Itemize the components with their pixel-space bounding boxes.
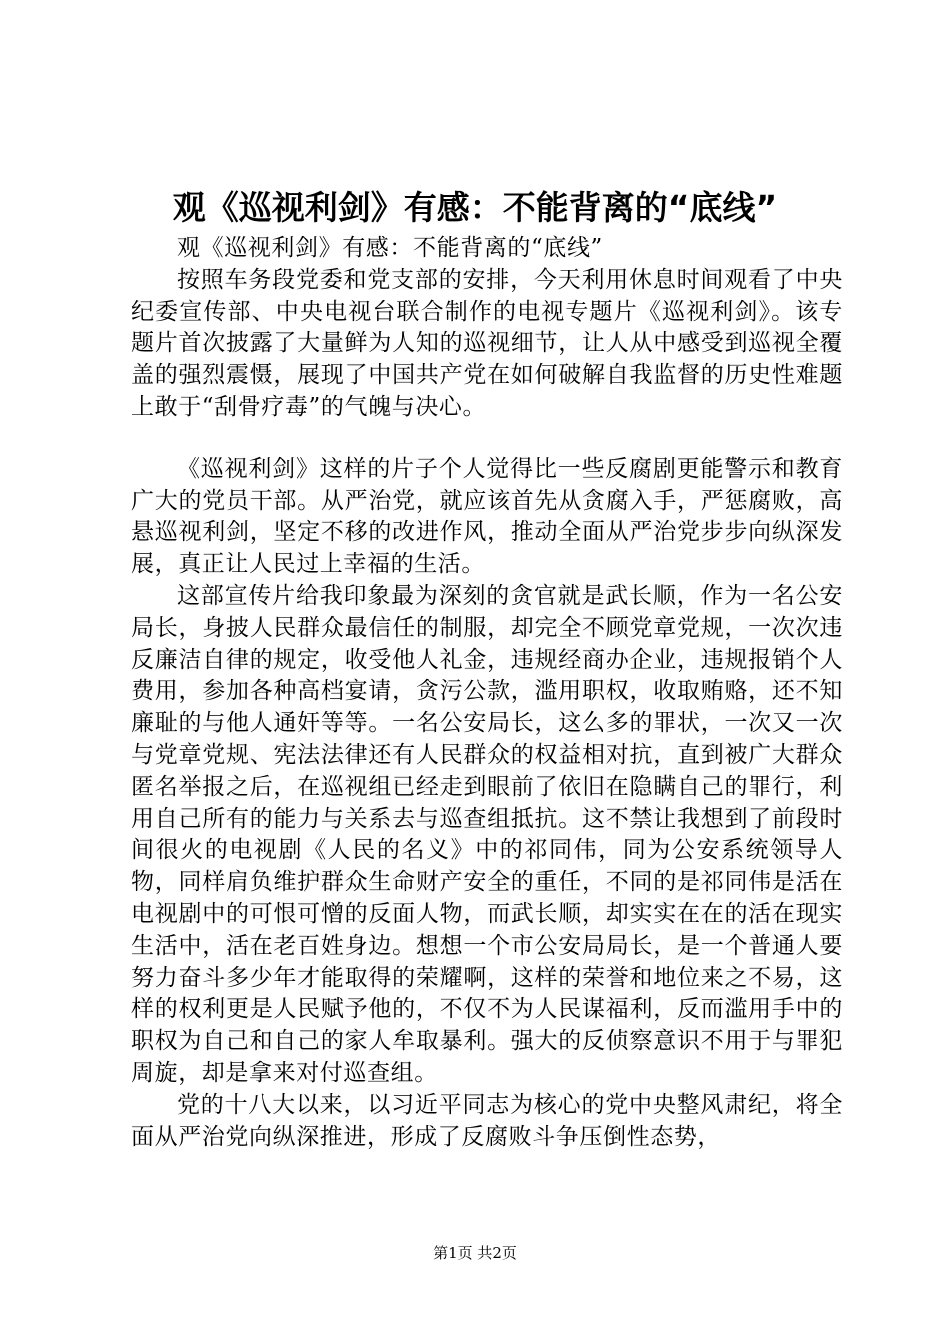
paragraph-intro: 按照车务段党委和党支部的安排，今天利用休息时间观看了中央纪委宣传部、中央电视台联合制作的电视专题片《巡视利剑》。该专题片首次披露了大量鲜为人知的巡视细节，让人从中感受到巡视全覆盖的强烈震慑，展现了中国共产党在如何破解自我监督的历史性难题上敢于“刮骨疗毒”的气魄与决心。 [131, 266, 843, 420]
page-number-footer: 第1页 共2页 [433, 1244, 517, 1262]
paragraph-subtitle: 观《巡视利剑》有感：不能背离的“底线” [177, 235, 603, 261]
paragraph-opinion: 《巡视利剑》这样的片子个人觉得比一些反腐剧更能警示和教育广大的党员干部。从严治党，就应该首先从贪腐入手，严惩腐败，高悬巡视利剑，坚定不移的改进作风，推动全面从严治党步步向纵深发展，真正让人民过上幸福的生活。 [131, 455, 843, 578]
document-body [131, 233, 843, 1153]
document-title: 观《巡视利剑》有感：不能背离的“底线” [172, 188, 778, 227]
paragraph-case: 这部宣传片给我印象最为深刻的贪官就是武长顺，作为一名公安局长，身披人民群众最信任的制服，却完全不顾党章党规，一次次违反廉洁自律的规定，收受他人礼金，违规经商办企业，违规报销个人费用，参加各种高档宴请，贪污公款，滥用职权，收取贿赂，还不知廉耻的与他人通奸等等。一名公安局长，这么多的罪状，一次又一次与党章党规、宪法法律还有人民群众的权益相对抗，直到被广大群众匿名举报之后，在巡视组已经走到眼前了依旧在隐瞒自己的罪行，利用自己所有的能力与关系去与巡查组抵抗。这不禁让我想到了前段时间很火的电视剧《人民的名义》中的祁同伟，同为公安系统领导人物，同样肩负维护群众生命财产安全的重任，不同的是祁同伟是活在电视剧中的可恨可憎的反面人物，而武长顺，却实实在在的活在现实生活中，活在老百姓身边。想想一个市公安局局长，是一个普通人要努力奋斗多少年才能取得的荣耀啊，这样的荣誉和地位来之不易，这样的权利更是人民赋予他的，不仅不为人民谋福利，反而滥用手中的职权为自己和自己的家人牟取暴利。强大的反侦察意识不用于与罪犯周旋，却是拿来对付巡查组。 [131, 582, 843, 1086]
paragraph-party-congress: 党的十八大以来，以习近平同志为核心的党中央整风肃纪，将全面从严治党向纵深推进，形成了反腐败斗争压倒性态势， [131, 1091, 843, 1150]
